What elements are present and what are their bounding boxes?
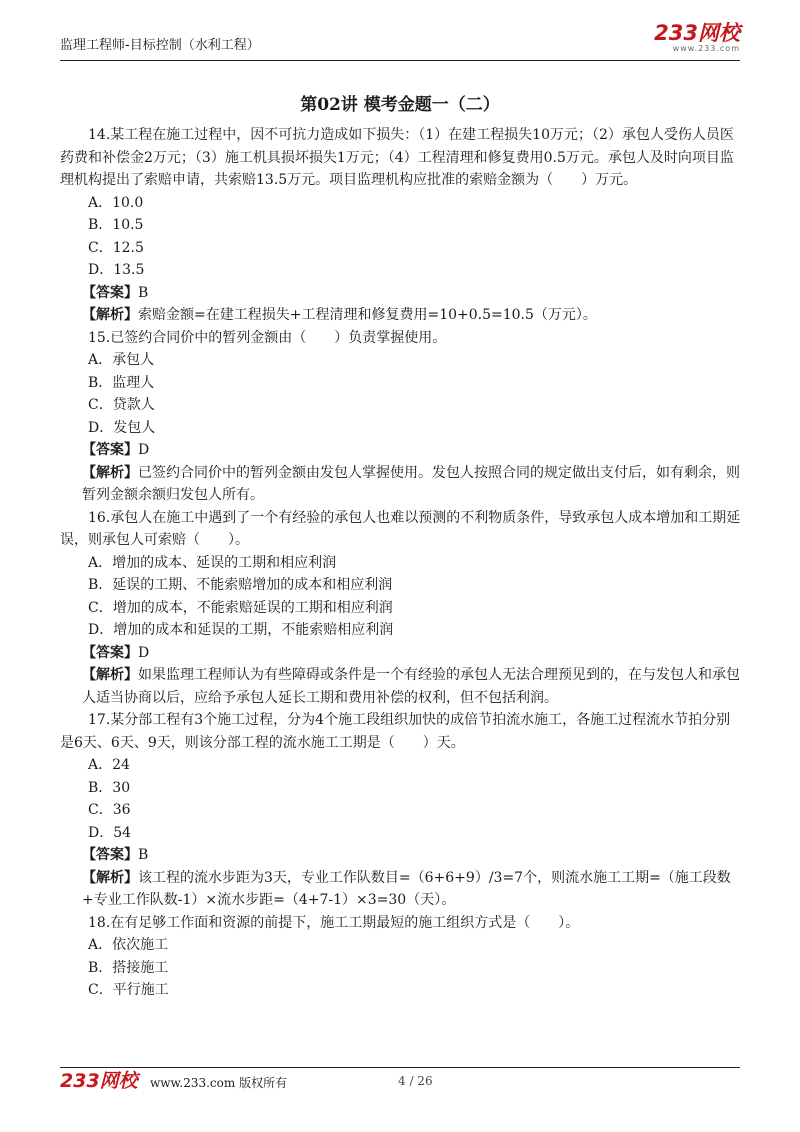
question-stem: 15.已签约合同价中的暂列金额由（ ）负责掌握使用。 (88, 329, 447, 346)
option-a: A．依次施工 (88, 937, 169, 953)
page-title: 第02讲 模考金题一（二） (300, 95, 500, 115)
answer-line (60, 642, 743, 665)
answer-line (60, 439, 743, 462)
answer-label: 【答案】 (82, 284, 138, 301)
option-c: C．36 (88, 802, 131, 818)
question-14 (60, 124, 743, 327)
question-15 (60, 327, 743, 507)
option-d: D．增加的成本和延误的工期，不能索赔相应利润 (88, 622, 394, 638)
option-a: A．24 (88, 757, 130, 773)
question-list (60, 124, 743, 1002)
option-c: C．12.5 (88, 239, 144, 256)
header-rule (60, 60, 740, 61)
analysis-line (60, 304, 743, 327)
answer-line (60, 282, 743, 305)
option-a: A．承包人 (88, 352, 155, 368)
page-header (60, 22, 740, 58)
option-a: A．10.0 (88, 194, 144, 211)
option-b: B．30 (88, 779, 131, 796)
copyright-text: www.233.com 版权所有 (150, 1076, 288, 1090)
analysis-line (60, 867, 743, 912)
footer-logo: 233网校 (60, 1070, 138, 1092)
page-footer (60, 1070, 740, 1100)
question-17 (60, 709, 743, 912)
question-stem: 17.某分部工程有3个施工过程，分为4个施工段组织加快的成倍节拍流水施工，各施工过程流水节拍分别是6天、6天、9天，则该分部工程的流水施工工期是（ ）天。 (60, 712, 731, 751)
logo-text: 233网校 (654, 21, 740, 45)
analysis-label: 【解析】 (82, 869, 138, 886)
logo-url: www.233.com (672, 44, 740, 53)
answer-value: D (138, 442, 150, 458)
question-stem: 14.某工程在施工过程中，因不可抗力造成如下损失：（1）在建工程损失10万元；（2）承包人受伤人员医药费和补偿金2万元；（3）施工机具损坏损失1万元；（4）工程清理和修复费用0.5万元。承包人及时向项目监理机构提出了索赔申请，共索赔13.5万元。项目监理机构应批准的索赔金额为（ ）万元。 (60, 127, 734, 188)
option-c: C．增加的成本，不能索赔延误的工期和相应利润 (88, 599, 393, 616)
option-b: B．延误的工期、不能索赔增加的成本和相应利润 (88, 577, 393, 593)
question-18 (60, 912, 743, 1002)
analysis-label: 【解析】 (82, 307, 138, 323)
brand-logo (654, 22, 740, 53)
analysis-label: 【解析】 (82, 667, 138, 683)
analysis-text: 索赔金额=在建工程损失+工程清理和修复费用=10+0.5=10.5（万元）。 (138, 307, 597, 323)
answer-line (60, 844, 743, 867)
option-c: C．平行施工 (88, 982, 169, 998)
option-b: B．10.5 (88, 217, 144, 233)
page-number: 4 / 26 (398, 1074, 433, 1088)
footer-rule (60, 1067, 740, 1068)
option-d: D．54 (88, 824, 132, 841)
analysis-line (60, 664, 743, 709)
answer-value: D (138, 644, 150, 661)
question-stem: 18.在有足够工作面和资源的前提下，施工工期最短的施工组织方式是（ ）。 (88, 914, 580, 931)
option-d: D．13.5 (88, 262, 145, 278)
answer-label: 【答案】 (82, 847, 138, 863)
analysis-label: 【解析】 (82, 464, 138, 481)
analysis-text: 已签约合同价中的暂列金额由发包人掌握使用。发包人按照合同的规定做出支付后，如有剩余，则暂列金额余额归发包人所有。 (82, 464, 740, 503)
option-d: D．发包人 (88, 419, 156, 436)
option-b: B．搭接施工 (88, 959, 169, 976)
option-b: B．监理人 (88, 374, 155, 391)
question-16 (60, 507, 743, 710)
analysis-line (60, 462, 743, 507)
analysis-text: 该工程的流水步距为3天，专业工作队数目=（6+6+9）/3=7个，则流水施工工期=（施工段数+专业工作队数-1）×流水步距=（4+7-1）×3=30（天）。 (82, 869, 731, 908)
question-stem: 16.承包人在施工中遇到了一个有经验的承包人也难以预测的不利物质条件，导致承包人成本增加和工期延误，则承包人可索赔（ ）。 (60, 509, 741, 548)
answer-label: 【答案】 (82, 644, 138, 661)
answer-value: B (138, 847, 149, 863)
document-title: 监理工程师-目标控制（水利工程） (60, 38, 260, 53)
answer-value: B (138, 284, 149, 301)
analysis-text: 如果监理工程师认为有些障碍或条件是一个有经验的承包人无法合理预见到的，在与发包人和承包人适当协商以后，应给予承包人延长工期和费用补偿的权利，但不包括利润。 (82, 667, 740, 706)
option-a: A．增加的成本、延误的工期和相应利润 (88, 554, 337, 571)
option-c: C．贷款人 (88, 397, 155, 413)
answer-label: 【答案】 (82, 442, 138, 458)
